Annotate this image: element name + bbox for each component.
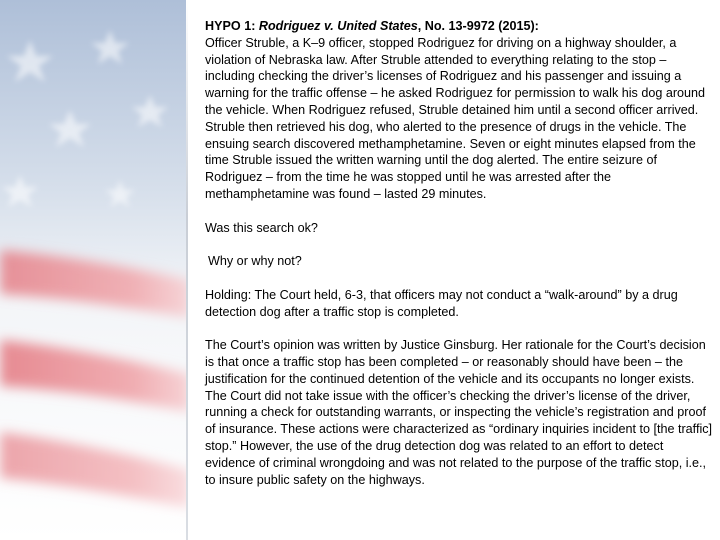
- case-name: Rodriguez v. United States: [258, 19, 418, 33]
- hypo-heading: [205, 18, 715, 35]
- question-why: Why or why not?: [208, 254, 302, 269]
- hypo-label: HYPO 1:: [205, 19, 259, 33]
- slide-content: [205, 18, 715, 488]
- case-citation: , No. 13-9972 (2015):: [417, 19, 539, 33]
- opinion-paragraph: The Court’s opinion was written by Justice Ginsburg. Her rationale for the Court’s decision is that once a traffic stop has been completed – or reasonably should have been – the justification for the continued detention of the vehicle and its occupants no longer exists. The Court did not take issue with the officer’s checking the driver’s license of the driver, running a check for outstanding warrants, or inspecting the vehicle’s registration and proof of insurance. These actions were characterized as “ordinary inquiries incident to [the traffic] stop.” However, the use of the drug detection dog was related to an effort to detect evidence of criminal wrongdoing and was not related to the purpose of the traffic stop, i.e., to insure public safety on the highways.: [205, 338, 713, 487]
- holding-paragraph: Holding: The Court held, 6-3, that officers may not conduct a “walk-around” by a drug detection dog after a traffic stop is completed.: [205, 287, 678, 319]
- hypo-facts: Officer Struble, a K–9 officer, stopped Rodriguez for driving on a highway shoulder, a violation of Nebraska law. After Struble attended to everything relating to the stop – including checking the driver’s licenses of Rodriguez and his passenger and issuing a warning for the traffic offense – he asked Rodriguez for permission to walk his dog around the vehicle. When Rodriguez refused, Struble detained him until a second officer arrived. Struble then retrieved his dog, who alerted to the presence of drugs in the vehicle. The ensuing search discovered methamphetamine. Seven or eight minutes elapsed from the time Struble issued the written warning until the dog alerted. The entire seizure of Rodriguez – from the time he was stopped until he was arrested after the methamphetamine was found – lasted 29 minutes.: [205, 35, 706, 201]
- question-search-ok: Was this search ok?: [205, 220, 318, 235]
